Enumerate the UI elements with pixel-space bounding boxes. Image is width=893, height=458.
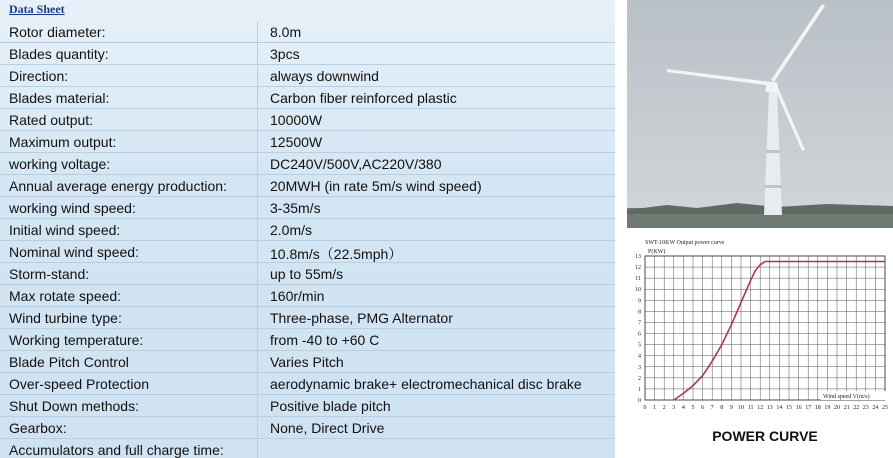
spec-value: 10.8m/s（22.5mph）	[270, 246, 403, 262]
x-tick-label: 12	[757, 405, 764, 411]
spec-key: Storm-stand:	[9, 266, 90, 282]
table-row	[0, 197, 615, 219]
y-tick-label: 8	[638, 309, 641, 316]
spec-value: up to 55m/s	[270, 266, 344, 282]
spec-key: Over-speed Protection	[9, 376, 150, 392]
x-tick-label: 21	[843, 405, 850, 411]
y-tick-label: 13	[635, 254, 641, 260]
tower-band	[764, 185, 782, 188]
chart-ylabel: P(KW)	[648, 249, 666, 255]
spec-key: working voltage:	[9, 156, 111, 172]
x-tick-label: 15	[786, 405, 792, 411]
spec-key: Rated output:	[9, 112, 94, 128]
spec-key: Gearbox:	[9, 420, 67, 436]
table-row	[0, 131, 615, 153]
y-tick-label: 9	[638, 298, 641, 305]
x-tick-label: 11	[747, 405, 754, 411]
y-tick-label: 2	[638, 375, 641, 382]
spec-value: always downwind	[270, 68, 379, 84]
spec-key: Max rotate speed:	[9, 288, 122, 304]
power-curve-label: POWER CURVE	[712, 428, 818, 444]
x-tick-label: 4	[681, 405, 685, 411]
spec-key: Working temperature:	[9, 332, 144, 348]
x-tick-label: 16	[795, 405, 802, 411]
x-tick-label: 7	[710, 405, 714, 411]
table-row	[0, 43, 615, 65]
spec-key: Blade Pitch Control	[9, 354, 129, 370]
spec-key: working wind speed:	[9, 200, 136, 216]
spec-value: DC240V/500V,AC220V/380	[270, 156, 442, 172]
table-row	[0, 329, 615, 351]
wind-turbine-illustration	[627, 0, 893, 228]
spec-value: 20MWH (in rate 5m/s wind speed)	[270, 178, 482, 194]
tower-band	[766, 150, 780, 153]
chart-xlabel: Wind speed V(m/s)	[823, 394, 870, 400]
table-row	[0, 219, 615, 241]
x-tick-label: 24	[872, 405, 879, 411]
spec-key: Maximum output:	[9, 134, 117, 150]
x-tick-label: 3	[672, 405, 676, 411]
spec-value: 160r/min	[270, 288, 325, 304]
x-tick-label: 25	[882, 405, 888, 411]
y-tick-label: 1	[638, 386, 641, 393]
spec-key: Accumulators and full charge time:	[9, 442, 224, 458]
spec-value: 2.0m/s	[270, 222, 313, 238]
table-row	[0, 439, 615, 458]
spec-value: Carbon fiber reinforced plastic	[270, 90, 457, 106]
spec-key: Wind turbine type:	[9, 310, 122, 326]
table-row	[0, 109, 615, 131]
spec-key: Rotor diameter:	[9, 24, 106, 40]
y-tick-label: 10	[635, 287, 641, 294]
table-row	[0, 21, 615, 43]
power-curve-chart	[627, 234, 893, 426]
y-tick-label: 12	[635, 265, 641, 272]
table-row	[0, 65, 615, 87]
spec-value: None, Direct Drive	[270, 420, 385, 436]
x-tick-label: 13	[766, 405, 773, 411]
spec-value: 10000W	[270, 112, 323, 128]
table-row	[0, 263, 615, 285]
x-tick-label: 0	[643, 405, 647, 411]
x-tick-label: 14	[776, 405, 783, 411]
spec-value: 3pcs	[270, 46, 300, 62]
table-row	[0, 373, 615, 395]
chart-grid	[645, 256, 885, 400]
x-tick-label: 2	[662, 405, 666, 411]
table-row	[0, 417, 615, 439]
spec-table	[0, 21, 615, 458]
sky	[627, 0, 893, 228]
table-row	[0, 307, 615, 329]
x-tick-label: 8	[720, 405, 724, 411]
spec-key: Annual average energy production:	[9, 178, 227, 194]
x-tick-label: 9	[729, 405, 733, 411]
x-tick-label: 19	[824, 405, 831, 411]
y-tick-label: 11	[635, 276, 641, 283]
wind-turbine-photo	[627, 0, 893, 228]
y-tick-label: 7	[638, 320, 641, 327]
spec-value: 12500W	[270, 134, 323, 150]
table-row	[0, 153, 615, 175]
spec-value: Three-phase, PMG Alternator	[270, 310, 453, 326]
spec-key: Blades quantity:	[9, 46, 109, 62]
x-tick-label: 1	[653, 405, 657, 411]
table-row	[0, 175, 615, 197]
x-tick-label: 18	[814, 405, 821, 411]
table-row	[0, 351, 615, 373]
spec-key: Shut Down methods:	[9, 398, 139, 414]
table-row	[0, 87, 615, 109]
y-tick-label: 4	[638, 353, 641, 360]
spec-value: 3-35m/s	[270, 200, 321, 216]
x-tick-label: 22	[853, 405, 860, 411]
chart-ticks	[635, 254, 888, 411]
spec-value: 8.0m	[270, 24, 302, 40]
data-sheet-title[interactable]: Data Sheet	[9, 2, 65, 16]
x-tick-label: 6	[701, 405, 705, 411]
x-tick-label: 17	[805, 405, 812, 411]
x-tick-label: 10	[738, 405, 744, 411]
spec-value: Varies Pitch	[270, 354, 344, 370]
y-tick-label: 3	[638, 364, 641, 371]
x-tick-label: 5	[691, 405, 695, 411]
y-tick-label: 6	[638, 331, 641, 338]
spec-key: Blades material:	[9, 90, 110, 106]
x-tick-label: 23	[862, 405, 869, 411]
x-tick-label: 20	[834, 405, 840, 411]
plot-frame	[645, 256, 885, 400]
spec-key: Initial wind speed:	[9, 222, 121, 238]
spec-key: Nominal wind speed:	[9, 244, 139, 260]
spec-key: Direction:	[9, 68, 69, 84]
table-row	[0, 241, 615, 263]
spec-value: aerodynamic brake+ electromechanical disc brake	[270, 376, 582, 392]
spec-value: Positive blade pitch	[270, 398, 391, 414]
table-row	[0, 285, 615, 307]
spec-value: from -40 to +60 C	[270, 332, 380, 348]
table-row	[0, 395, 615, 417]
y-tick-label: 5	[638, 342, 641, 349]
y-tick-label: 0	[638, 398, 641, 404]
chart-title: SWT-10KW Output power curve	[645, 240, 725, 246]
